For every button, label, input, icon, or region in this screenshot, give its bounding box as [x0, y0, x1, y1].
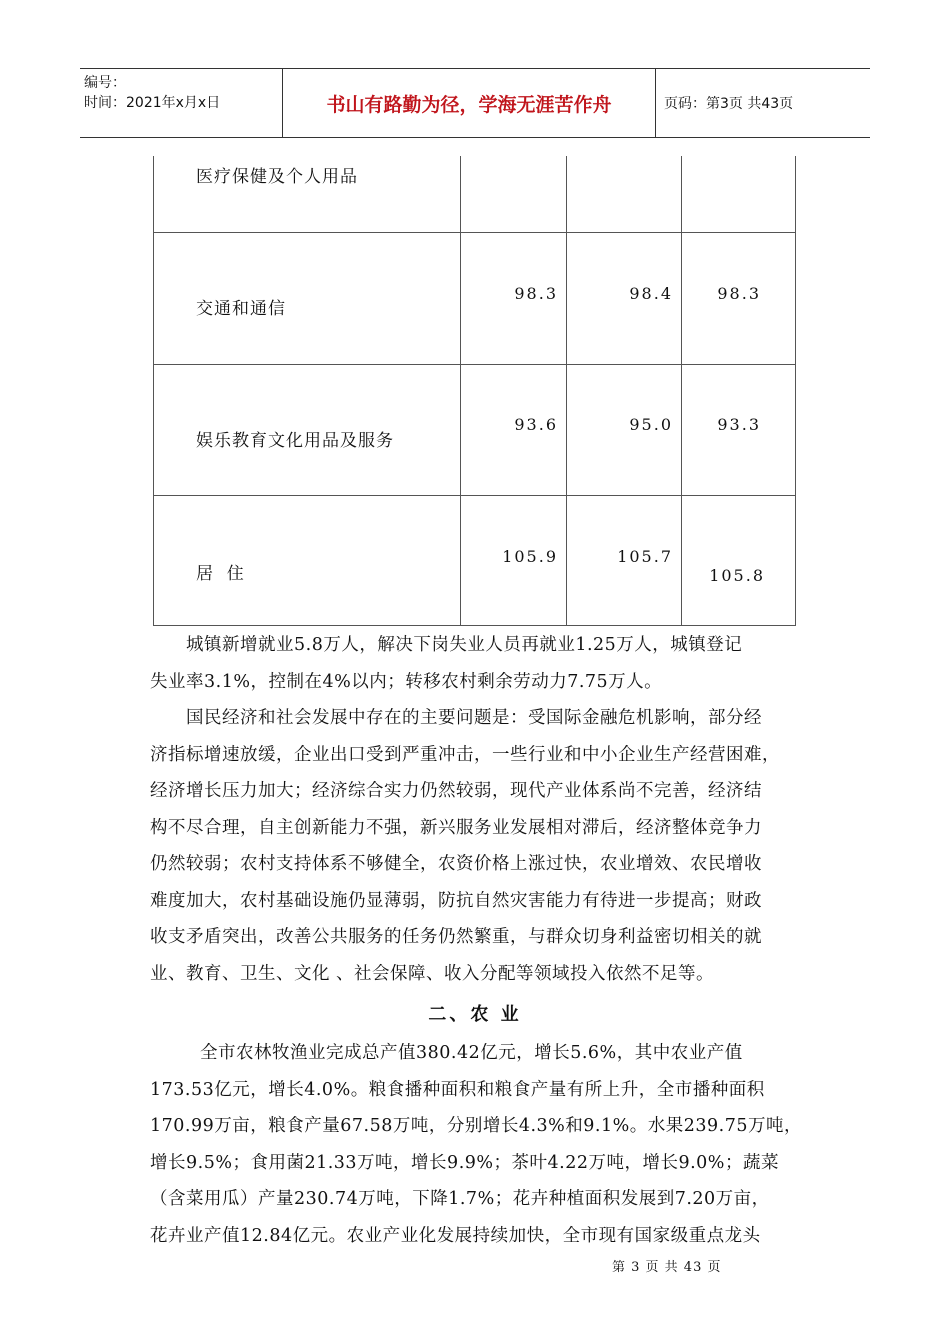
table-cell: 98.4: [629, 284, 673, 303]
table-cell: 93.3: [717, 415, 761, 434]
table-row-divider: [153, 495, 796, 496]
text-line: 173.53亿元，增长4.0%。粮食播种面积和粮食产量有所上升，全市播种面积: [150, 1079, 765, 1100]
text-line: 收支矛盾突出，改善公共服务的任务仍然繁重，与群众切身利益密切相关的就: [150, 927, 762, 947]
page-header: [80, 68, 870, 138]
table-cell: 95.0: [629, 415, 673, 434]
employment-paragraph: [150, 627, 810, 700]
text-line: 仍然较弱；农村支持体系不够健全，农资价格上涨过快，农业增效、农民增收: [150, 854, 762, 874]
table-row-label: 娱乐教育文化用品及服务: [196, 431, 394, 451]
header-motto: 书山有路勤为径，学海无涯苦作舟: [282, 69, 656, 137]
text-line: 济指标增速放缓，企业出口受到严重冲击，一些行业和中小企业生产经营困难，: [150, 744, 780, 765]
table-divider: [566, 156, 567, 626]
table-border-left: [153, 156, 154, 626]
table-row-label: 交通和通信: [196, 299, 286, 319]
text-line: 城镇新增就业5.8万人，解决下岗失业人员再就业1.25万人，城镇登记: [186, 635, 743, 655]
table-cell: 105.8: [709, 566, 765, 585]
text-line: 失业率3.1%，控制在4%以内；转移农村剩余劳动力7.75万人。: [150, 671, 663, 692]
table-divider: [460, 156, 461, 626]
table-cell: 98.3: [717, 284, 761, 303]
header-meta: [80, 69, 282, 137]
header-page-info: 页码：第3页 共43页: [664, 96, 794, 112]
table-row-divider: [153, 232, 796, 233]
table-cell: 93.6: [514, 415, 558, 434]
text-line: 构不尽合理，自主创新能力不强，新兴服务业发展相对滞后，经济整体竞争力: [150, 817, 762, 838]
table-cell: 105.9: [502, 547, 558, 566]
text-line: 花卉业产值12.84亿元。农业产业化发展持续加快，全市现有国家级重点龙头: [150, 1225, 761, 1246]
problems-paragraph: [150, 700, 810, 992]
agriculture-paragraph: [150, 1035, 810, 1254]
text-line: 经济增长压力加大；经济综合实力仍然较弱，现代产业体系尚不完善，经济结: [150, 781, 762, 801]
table-cell: 105.7: [617, 547, 673, 566]
text-line: 全市农林牧渔业完成总产值380.42亿元，增长5.6%，其中农业产值: [200, 1043, 743, 1063]
table-cell: 98.3: [514, 284, 558, 303]
text-line: （含菜用瓜）产量230.74万吨，下降1.7%；花卉种植面积发展到7.20万亩，: [150, 1189, 770, 1209]
text-line: 170.99万亩，粮食产量67.58万吨，分别增长4.3%和9.1%。水果239.75万吨，: [150, 1116, 802, 1136]
page-footer: 第 3 页 共 43 页: [612, 1260, 722, 1275]
table-border-bottom: [153, 625, 796, 626]
table-row-divider: [153, 364, 796, 365]
text-line: 增长9.5%；食用菌21.33万吨，增长9.9%；茶叶4.22万吨，增长9.0%；蔬菜: [150, 1152, 779, 1173]
date-label: 时间：2021年x月x日: [84, 95, 221, 111]
text-line: 业、教育、卫生、文化 、社会保障、收入分配等领域投入依然不足等。: [150, 963, 715, 984]
table-row-label: 医疗保健及个人用品: [196, 167, 358, 187]
text-line: 难度加大，农村基础设施仍显薄弱，防抗自然灾害能力有待进一步提高；财政: [150, 890, 762, 911]
table-row-label: 居 住: [196, 564, 245, 584]
text-line: 国民经济和社会发展中存在的主要问题是：受国际金融危机影响，部分经: [186, 708, 762, 728]
number-label: 编号：: [84, 75, 126, 91]
price-index-table: [153, 156, 797, 626]
table-border-right: [795, 156, 796, 626]
table-divider: [681, 156, 682, 626]
section-heading: 二、农 业: [428, 1004, 522, 1025]
